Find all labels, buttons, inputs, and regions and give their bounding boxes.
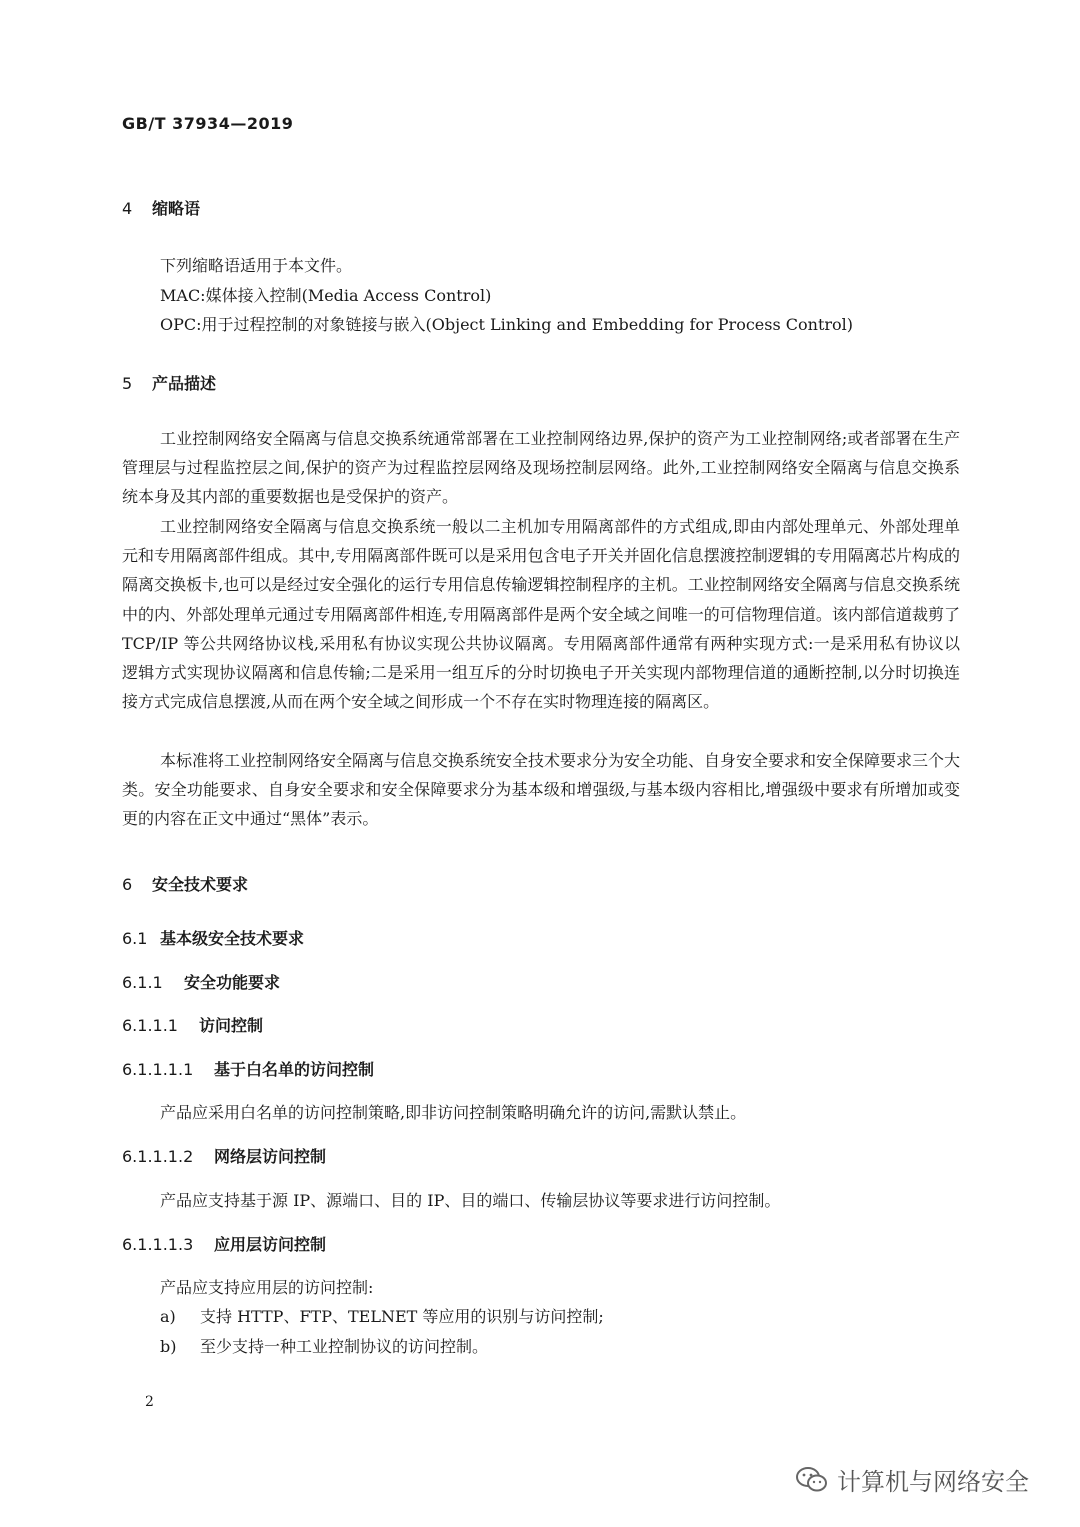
page-number: 2 xyxy=(145,1394,154,1410)
section-title: 基于白名单的访问控制 xyxy=(214,1060,375,1079)
section-number: 6.1.1.1.3 xyxy=(122,1235,194,1254)
section-4-heading xyxy=(122,196,200,219)
watermark-text: 计算机与网络安全 xyxy=(837,1468,1029,1496)
section-6-1-1-1-2-heading xyxy=(122,1144,326,1167)
section-title: 产品描述 xyxy=(152,374,217,393)
section-6-1-1-heading xyxy=(122,970,280,993)
paragraph-1: 工业控制网络安全隔离与信息交换系统通常部署在工业控制网络边界,保护的资产为工业控制网络;或者部署在生产管理层与过程监控层之间,保护的资产为过程监控层网络及现场控制层网络。此外,工业控制网络安全隔离与信息交换系统本身及其内部的重要数据也是受保护的资产。 xyxy=(122,429,960,507)
section-title: 缩略语 xyxy=(152,199,201,218)
section-title: 访问控制 xyxy=(199,1016,264,1035)
body-line: 产品应支持基于源 IP、源端口、目的 IP、目的端口、传输层协议等要求进行访问控制。 xyxy=(160,1191,781,1210)
body-line: 产品应采用白名单的访问控制策略,即非访问控制策略明确允许的访问,需默认禁止。 xyxy=(160,1103,747,1122)
section-title: 安全功能要求 xyxy=(184,973,281,992)
body-line: 产品应支持应用层的访问控制: xyxy=(160,1278,374,1297)
list-text: 支持 HTTP、FTP、TELNET 等应用的识别与访问控制; xyxy=(200,1307,604,1326)
body-line: 下列缩略语适用于本文件。 xyxy=(160,256,353,275)
section-6-heading xyxy=(122,872,248,895)
paragraph-2: 工业控制网络安全隔离与信息交换系统一般以二主机加专用隔离部件的方式组成,即由内部处理单元、外部处理单元和专用隔离部件组成。其中,专用隔离部件既可以是采用包含电子开关并固化信息摆渡控制逻辑的专用隔离芯片构成的隔离交换板卡,也可以是经过安全强化的运行专用信息传输逻辑控制程序的主机。工业控制网络安全隔离与信息交换系统中的内、外部处理单元通过专用隔离部件相连,专用隔离部件是两个安全域之间唯一的可信物理信道。该内部信道裁剪了 TCP/IP 等公共网络协议栈,采用私有协议实现公共协议隔离。专用隔离部件通常有两种实现方式:一是采用私有协议以逻辑方式实现协议隔离和信息传输;二是采用一组互斥的分时切换电子开关实现内部物理信道的通断控制,以分时切换连接方式完成信息摆渡,从而在两个安全域之间形成一个不存在实时物理连接的隔离区。 xyxy=(122,517,960,712)
section-number: 6.1.1.1 xyxy=(122,1016,178,1035)
section-number: 6 xyxy=(122,875,133,894)
section-number: 6.1.1 xyxy=(122,973,163,992)
section-number: 6.1 xyxy=(122,929,148,948)
section-number: 5 xyxy=(122,374,133,393)
section-number: 4 xyxy=(122,199,133,218)
paragraph-3: 本标准将工业控制网络安全隔离与信息交换系统安全技术要求分为安全功能、自身安全要求和安全保障要求三个大类。安全功能要求、自身安全要求和安全保障要求分为基本级和增强级,与基本级内容相比,增强级中要求有所增加或变更的内容在正文中通过“黑体”表示。 xyxy=(122,751,961,829)
section-title: 网络层访问控制 xyxy=(214,1147,327,1166)
list-item xyxy=(160,1334,488,1357)
section-title: 应用层访问控制 xyxy=(214,1235,327,1254)
standard-code: GB/T 37934—2019 xyxy=(122,114,294,133)
watermark xyxy=(795,1462,1029,1497)
section-title: 安全技术要求 xyxy=(152,875,249,894)
section-6-1-1-1-1-heading xyxy=(122,1057,374,1080)
section-title: 基本级安全技术要求 xyxy=(160,929,305,948)
list-marker: a) xyxy=(160,1307,176,1326)
abbreviation-mac: MAC:媒体接入控制(Media Access Control) xyxy=(160,286,492,305)
section-number: 6.1.1.1.1 xyxy=(122,1060,194,1079)
list-text: 至少支持一种工业控制协议的访问控制。 xyxy=(200,1337,489,1356)
section-number: 6.1.1.1.2 xyxy=(122,1147,194,1166)
section-6-1-heading xyxy=(122,926,304,949)
section-6-1-1-1-heading xyxy=(122,1013,263,1036)
wechat-icon xyxy=(795,1465,829,1495)
list-marker: b) xyxy=(160,1337,177,1356)
abbreviation-opc: OPC:用于过程控制的对象链接与嵌入(Object Linking and Embedding for Process Control) xyxy=(160,315,854,334)
list-item xyxy=(160,1304,604,1327)
section-6-1-1-1-3-heading xyxy=(122,1232,326,1255)
section-5-heading xyxy=(122,371,216,394)
